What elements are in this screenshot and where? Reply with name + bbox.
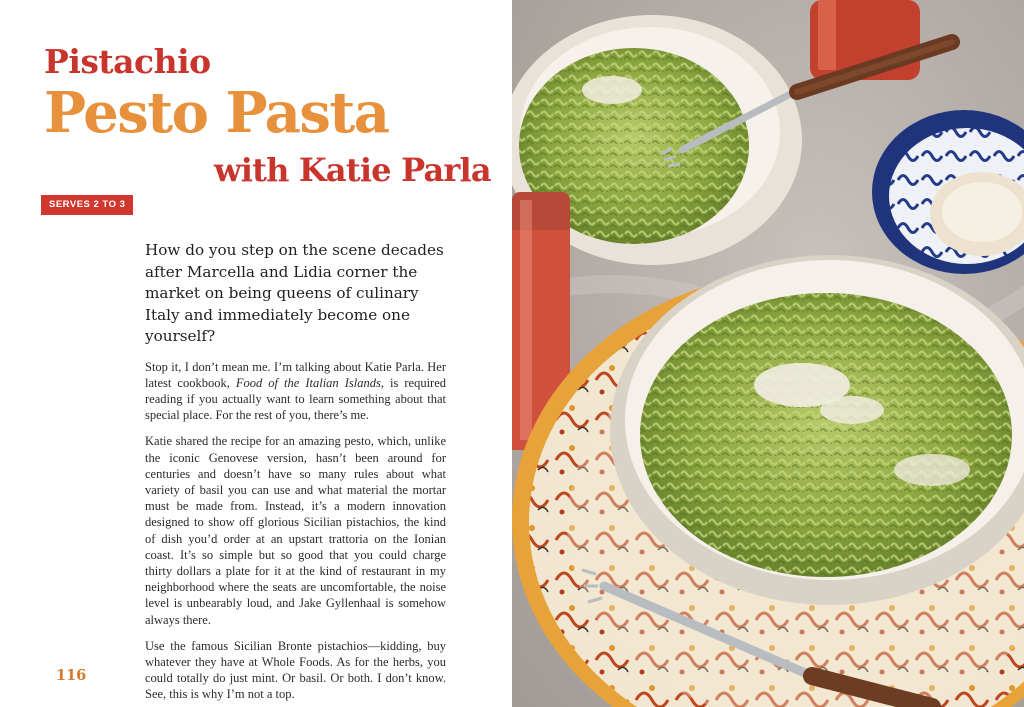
paragraph-3: Use the famous Sicilian Bronte pistachios—kidding, buy whatever they have at Whole Foods. As for the herbs, you could totally do just mint. Or basil. Or both. I don’t know. See, this is why I’m not a top.: [145, 638, 446, 702]
paragraph-1: [145, 359, 446, 424]
title-line-pistachio: Pistachio: [44, 42, 211, 81]
title-line-pesto-pasta: Pesto Pasta: [44, 80, 389, 146]
lead-paragraph: How do you step on the scene decades after Marcella and Lidia corner the market on being queens of culinary Italy and immediately become one yourself?: [145, 241, 444, 345]
book-title: Food of the Italian Islands: [235, 375, 381, 390]
paragraph-1-text-a: Stop it, I don’t mean me. I’m talking about Katie Parla. Her latest cookbook,: [145, 359, 446, 390]
article-body: [145, 240, 446, 707]
title-line-with-katie-parla: with Katie Parla: [214, 151, 491, 189]
paragraph-2: Katie shared the recipe for an amazing pesto, which, unlike the iconic Genovese version, hasn’t been around for centuries and doesn’t have so many rules about what variety of basil you can use and what material the mortar must be made from. Instead, it’s a modern innovation designed to show off glorious Sicilian pistachios, the kind of dish you’d order at an upstart trattoria on the Ionian coast. It’s so simple but so good that you could charge thirty dollars a plate for it at the kind of restaurant in my neighborhood where the seats are uncomfortable, the noise level is unbearably loud, and Jake Gyllenhaal is somehow always there.: [145, 434, 446, 627]
pasta-photo-illustration: [512, 0, 1024, 707]
paragraph-1-text-b: , is required reading if you actually want to learn something about that special place. For the rest of you, there’s me.: [145, 375, 446, 423]
page-number: 116: [56, 667, 87, 684]
serves-badge: SERVES 2 TO 3: [41, 195, 133, 215]
food-photo: [512, 0, 1024, 707]
